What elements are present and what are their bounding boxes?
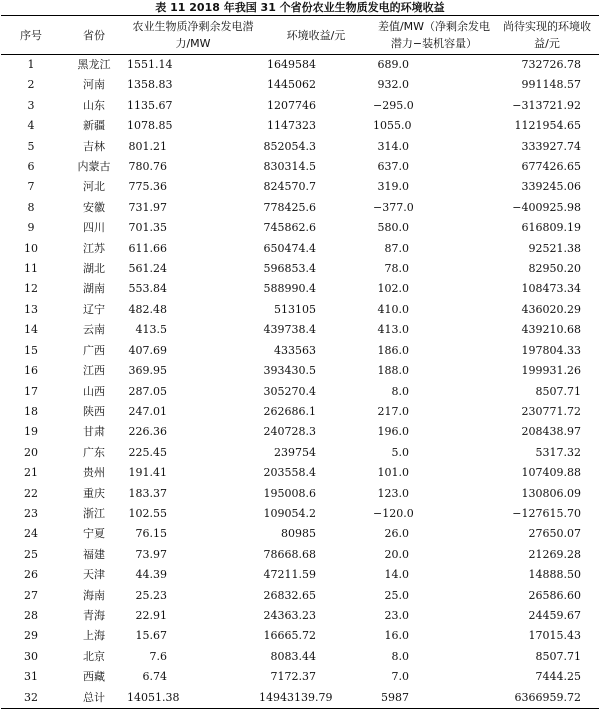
pending-benefit-cell: −400925.98 — [512, 200, 581, 214]
net-potential-cell: 553.84 — [128, 282, 167, 296]
difference-cell: 186.0 — [377, 343, 409, 357]
net-potential-cell: 775.36 — [128, 180, 167, 194]
difference-cell: 932.0 — [377, 78, 409, 92]
table-row — [1, 218, 599, 238]
table-row — [1, 96, 599, 116]
index-cell: 10 — [24, 241, 38, 255]
table-row — [1, 443, 599, 463]
difference-cell: 87.0 — [384, 241, 409, 255]
index-cell: 28 — [24, 608, 38, 622]
province-cell: 北京 — [83, 649, 105, 663]
pending-benefit-cell: 230771.72 — [521, 404, 581, 418]
net-potential-cell: 611.66 — [128, 241, 167, 255]
env-benefit-cell: 195008.6 — [263, 486, 316, 500]
province-cell: 青海 — [83, 608, 105, 622]
pending-benefit-cell: 82950.20 — [528, 262, 581, 276]
env-benefit-cell: 745862.6 — [263, 221, 316, 235]
env-benefit-cell: 588990.4 — [263, 282, 316, 296]
env-benefit-cell: 24363.23 — [263, 608, 316, 622]
difference-cell: 8.0 — [391, 649, 409, 663]
province-cell: 江西 — [83, 364, 105, 378]
net-potential-cell: 413.5 — [135, 323, 167, 337]
table-row — [1, 422, 599, 442]
pending-benefit-cell: 130806.09 — [521, 486, 581, 500]
net-potential-cell: 6.74 — [142, 670, 167, 684]
province-cell: 内蒙古 — [77, 160, 111, 174]
net-potential-cell: 561.24 — [128, 262, 167, 276]
index-cell: 23 — [24, 506, 38, 520]
env-benefit-cell: 650474.4 — [263, 241, 316, 255]
env-benefit-cell: 203558.4 — [263, 466, 316, 480]
province-cell: 陕西 — [83, 404, 105, 418]
net-potential-cell: 1135.67 — [127, 98, 173, 112]
env-benefit-cell: 80985 — [281, 527, 316, 541]
env-benefit-cell: 16665.72 — [263, 629, 316, 643]
pending-benefit-cell: 333927.74 — [521, 139, 581, 153]
table-row — [1, 463, 599, 483]
net-potential-cell: 15.67 — [135, 629, 167, 643]
index-cell: 3 — [27, 98, 35, 112]
difference-cell: 637.0 — [377, 160, 409, 174]
difference-cell: 8.0 — [391, 384, 409, 398]
table-row — [1, 545, 599, 565]
difference-cell: 196.0 — [377, 425, 409, 439]
net-potential-cell: 407.69 — [128, 343, 167, 357]
province-cell: 四川 — [83, 221, 105, 235]
table-row — [1, 55, 599, 76]
province-cell: 天津 — [83, 568, 105, 582]
header-env-benefit: 环境收益/元 — [259, 16, 373, 55]
pending-benefit-cell: 5317.32 — [535, 445, 581, 459]
index-cell: 31 — [24, 670, 38, 684]
province-cell: 总计 — [61, 688, 127, 709]
difference-cell: 188.0 — [377, 364, 409, 378]
net-potential-cell: 369.95 — [128, 364, 167, 378]
difference-cell: 14.0 — [384, 568, 409, 582]
table-row — [1, 524, 599, 544]
difference-cell: 1055.0 — [373, 119, 412, 133]
env-benefit-cell: 433563 — [274, 343, 316, 357]
difference-cell: −377.0 — [373, 200, 414, 214]
net-potential-cell: 780.76 — [128, 160, 167, 174]
env-benefit-cell: 26832.65 — [263, 588, 316, 602]
difference-cell: −120.0 — [373, 506, 414, 520]
province-cell: 新疆 — [83, 119, 105, 133]
index-cell: 6 — [27, 160, 35, 174]
province-cell: 广东 — [83, 445, 105, 459]
env-benefit-cell: 1147323 — [267, 119, 316, 133]
pending-benefit-cell: 6366959.72 — [495, 688, 599, 709]
net-potential-cell: 76.15 — [135, 527, 167, 541]
env-benefit-cell: 8083.44 — [270, 649, 316, 663]
pending-benefit-cell: 732726.78 — [521, 58, 581, 71]
index-cell: 27 — [24, 588, 38, 602]
env-benefit-cell: 393430.5 — [263, 364, 316, 378]
env-benefit-cell: 78668.68 — [263, 547, 316, 561]
pending-benefit-cell: 26586.60 — [528, 588, 581, 602]
index-cell: 20 — [24, 445, 38, 459]
pending-benefit-cell: 27650.07 — [528, 527, 581, 541]
difference-cell: 314.0 — [377, 139, 409, 153]
header-province: 省份 — [61, 16, 127, 55]
difference-cell: 102.0 — [377, 282, 409, 296]
env-benefit-cell: 778425.6 — [263, 200, 316, 214]
header-row — [1, 16, 599, 55]
difference-cell: 25.0 — [384, 588, 409, 602]
env-benefit-cell: 1207746 — [267, 98, 316, 112]
index-cell: 7 — [27, 180, 35, 194]
pending-benefit-cell: 616809.19 — [521, 221, 581, 235]
province-cell: 浙江 — [83, 506, 105, 520]
index-cell: 24 — [24, 527, 38, 541]
net-potential-cell: 22.91 — [135, 608, 167, 622]
table-row — [1, 157, 599, 177]
net-potential-cell: 191.41 — [128, 466, 167, 480]
net-potential-cell: 1078.85 — [127, 119, 173, 133]
province-cell: 上海 — [83, 629, 105, 643]
table-row — [1, 137, 599, 157]
env-benefit-cell: 14943139.79 — [259, 688, 373, 709]
index-cell: 32 — [1, 688, 61, 709]
index-cell: 5 — [27, 139, 35, 153]
table-row — [1, 504, 599, 524]
index-cell: 30 — [24, 649, 38, 663]
province-cell: 福建 — [83, 547, 105, 561]
index-cell: 18 — [24, 404, 38, 418]
difference-cell: 413.0 — [377, 323, 409, 337]
pending-benefit-cell: −127615.70 — [512, 506, 581, 520]
pending-benefit-cell: 199931.26 — [521, 364, 581, 378]
difference-cell: −295.0 — [373, 98, 414, 112]
index-cell: 4 — [27, 119, 35, 133]
net-potential-cell: 44.39 — [135, 568, 167, 582]
index-cell: 26 — [24, 568, 38, 582]
province-cell: 贵州 — [83, 466, 105, 480]
net-potential-cell: 801.21 — [128, 139, 167, 153]
province-cell: 河北 — [83, 180, 105, 194]
table-row — [1, 688, 599, 709]
province-cell: 广西 — [83, 343, 105, 357]
net-potential-cell: 1358.83 — [127, 78, 173, 92]
pending-benefit-cell: 8507.71 — [535, 649, 581, 663]
index-cell: 22 — [24, 486, 38, 500]
province-cell: 江苏 — [83, 241, 105, 255]
pending-benefit-cell: 21269.28 — [528, 547, 581, 561]
pending-benefit-cell: 677426.65 — [521, 160, 581, 174]
table-row — [1, 484, 599, 504]
index-cell: 2 — [27, 78, 35, 92]
difference-cell: 5987 — [373, 688, 495, 709]
table-row — [1, 667, 599, 687]
province-cell: 湖南 — [83, 282, 105, 296]
table-row — [1, 586, 599, 606]
env-benefit-cell: 109054.2 — [263, 506, 316, 520]
env-benefit-cell: 7172.37 — [270, 670, 316, 684]
index-cell: 29 — [24, 629, 38, 643]
env-benefit-cell: 596853.4 — [263, 262, 316, 276]
pending-benefit-cell: 107409.88 — [521, 466, 581, 480]
province-cell: 云南 — [83, 323, 105, 337]
pending-benefit-cell: 208438.97 — [521, 425, 581, 439]
difference-cell: 16.0 — [384, 629, 409, 643]
table-row — [1, 75, 599, 95]
pending-benefit-cell: 24459.67 — [528, 608, 581, 622]
table-row — [1, 626, 599, 646]
table-row — [1, 279, 599, 299]
env-benefit-cell: 47211.59 — [263, 568, 316, 582]
pending-benefit-cell: 14888.50 — [528, 568, 581, 582]
pending-benefit-cell: 339245.06 — [521, 180, 581, 194]
province-cell: 河南 — [83, 78, 105, 92]
env-benefit-cell: 240728.3 — [263, 425, 316, 439]
province-cell: 西藏 — [83, 670, 105, 684]
table-row — [1, 116, 599, 136]
header-index: 序号 — [1, 16, 61, 55]
net-potential-cell: 102.55 — [128, 506, 167, 520]
net-potential-cell: 25.23 — [135, 588, 167, 602]
province-cell: 甘肃 — [83, 425, 105, 439]
pending-benefit-cell: 991148.57 — [521, 78, 581, 92]
header-net-potential: 农业生物质净剩余发电潜力/MW — [127, 16, 259, 55]
env-benefit-cell: 439738.4 — [263, 323, 316, 337]
difference-cell: 217.0 — [377, 404, 409, 418]
index-cell: 19 — [24, 425, 38, 439]
net-potential-cell: 73.97 — [135, 547, 167, 561]
table-row — [1, 361, 599, 381]
difference-cell: 319.0 — [377, 180, 409, 194]
province-cell: 宁夏 — [83, 527, 105, 541]
province-cell: 山东 — [83, 98, 105, 112]
index-cell: 14 — [24, 323, 38, 337]
table-row — [1, 647, 599, 667]
difference-cell: 580.0 — [377, 221, 409, 235]
index-cell: 13 — [24, 302, 38, 316]
index-cell: 8 — [27, 200, 35, 214]
difference-cell: 20.0 — [384, 547, 409, 561]
index-cell: 12 — [24, 282, 38, 296]
pending-benefit-cell: 1121954.65 — [514, 119, 581, 133]
province-cell: 吉林 — [83, 139, 105, 153]
pending-benefit-cell: 17015.43 — [528, 629, 581, 643]
env-benefit-cell: 852054.3 — [263, 139, 316, 153]
net-potential-cell: 287.05 — [128, 384, 167, 398]
table-row — [1, 239, 599, 259]
net-potential-cell: 482.48 — [128, 302, 167, 316]
env-benefit-cell: 1445062 — [267, 78, 316, 92]
header-pending-benefit: 尚待实现的环境收益/元 — [495, 16, 599, 55]
env-benefit-cell: 262686.1 — [263, 404, 316, 418]
net-potential-cell: 7.6 — [149, 649, 167, 663]
header-difference: 差值/MW（净剩余发电潜力−装机容量） — [373, 16, 495, 55]
table-row — [1, 402, 599, 422]
index-cell: 25 — [24, 547, 38, 561]
pending-benefit-cell: 7444.25 — [535, 670, 581, 684]
index-cell: 1 — [27, 58, 35, 71]
env-benefit-cell: 239754 — [274, 445, 316, 459]
net-potential-cell: 701.35 — [128, 221, 167, 235]
difference-cell: 689.0 — [377, 58, 409, 71]
table-row — [1, 259, 599, 279]
pending-benefit-cell: 436020.29 — [521, 302, 581, 316]
pending-benefit-cell: 197804.33 — [521, 343, 581, 357]
difference-cell: 410.0 — [377, 302, 409, 316]
env-benefit-cell: 830314.5 — [263, 160, 316, 174]
table-row — [1, 606, 599, 626]
env-benefit-cell: 1649584 — [267, 58, 316, 71]
difference-cell: 101.0 — [377, 466, 409, 480]
table-row — [1, 177, 599, 197]
env-benefit-cell: 513105 — [274, 302, 316, 316]
net-potential-cell: 225.45 — [128, 445, 167, 459]
province-cell: 重庆 — [83, 486, 105, 500]
pending-benefit-cell: 8507.71 — [535, 384, 581, 398]
province-cell: 湖北 — [83, 262, 105, 276]
net-potential-cell: 247.01 — [128, 404, 167, 418]
table-row — [1, 382, 599, 402]
net-potential-cell: 14051.38 — [127, 688, 259, 709]
difference-cell: 23.0 — [384, 608, 409, 622]
net-potential-cell: 731.97 — [128, 200, 167, 214]
index-cell: 15 — [24, 343, 38, 357]
table-row — [1, 300, 599, 320]
index-cell: 11 — [24, 262, 38, 276]
table-row — [1, 198, 599, 218]
province-cell: 辽宁 — [83, 302, 105, 316]
table-row — [1, 565, 599, 585]
table-row — [1, 341, 599, 361]
table-row — [1, 320, 599, 340]
difference-cell: 26.0 — [384, 527, 409, 541]
difference-cell: 78.0 — [384, 262, 409, 276]
difference-cell: 5.0 — [391, 445, 409, 459]
pending-benefit-cell: 92521.38 — [528, 241, 581, 255]
net-potential-cell: 183.37 — [128, 486, 167, 500]
province-cell: 安徽 — [83, 200, 105, 214]
province-cell: 海南 — [83, 588, 105, 602]
table-caption: 表 11 2018 年我国 31 个省份农业生物质发电的环境收益 — [155, 1, 445, 14]
index-cell: 16 — [24, 364, 38, 378]
province-cell: 山西 — [83, 384, 105, 398]
env-benefit-cell: 305270.4 — [263, 384, 316, 398]
pending-benefit-cell: 108473.34 — [521, 282, 581, 296]
difference-cell: 7.0 — [391, 670, 409, 684]
net-potential-cell: 1551.14 — [127, 58, 173, 71]
pending-benefit-cell: 439210.68 — [521, 323, 581, 337]
net-potential-cell: 226.36 — [128, 425, 167, 439]
env-benefit-cell: 824570.7 — [263, 180, 316, 194]
pending-benefit-cell: −313721.92 — [512, 98, 581, 112]
index-cell: 9 — [27, 221, 35, 235]
difference-cell: 123.0 — [377, 486, 409, 500]
index-cell: 21 — [24, 466, 38, 480]
province-cell: 黑龙江 — [77, 58, 111, 71]
environmental-benefit-table — [1, 15, 599, 709]
index-cell: 17 — [24, 384, 38, 398]
